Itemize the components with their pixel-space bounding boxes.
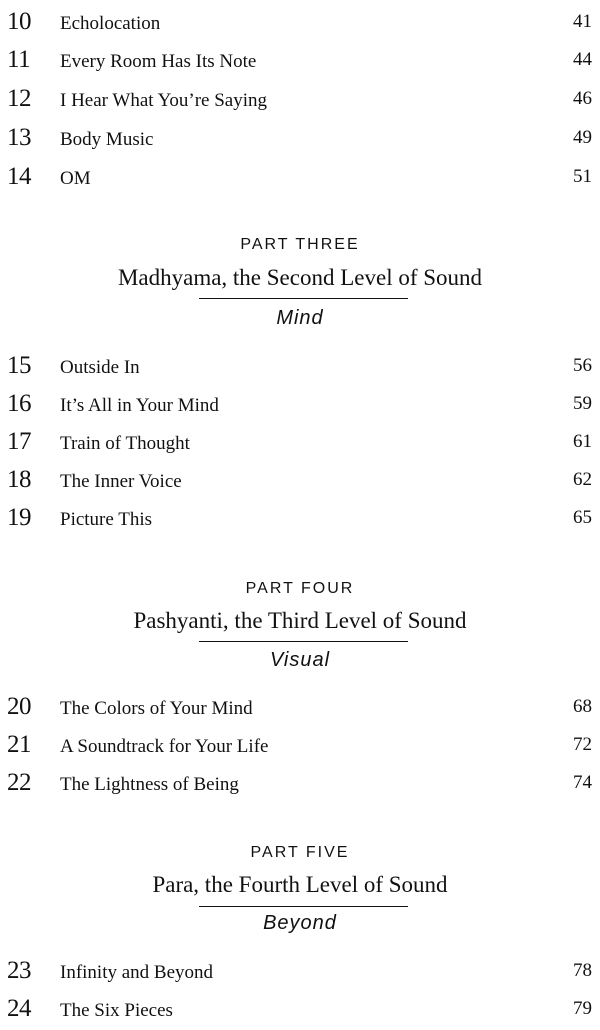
page-number: 41 (573, 11, 592, 32)
chapter-number: 13 (7, 124, 31, 151)
page-number: 68 (573, 696, 592, 717)
chapter-number: 22 (7, 769, 31, 796)
page-number: 51 (573, 166, 592, 187)
page-number: 44 (573, 49, 592, 70)
part-label: PART THREE (240, 236, 360, 253)
part-title: Pashyanti, the Third Level of Sound (133, 608, 467, 633)
chapter-number: 23 (7, 957, 31, 984)
toc-entry[interactable] (0, 990, 600, 1028)
part-title: Madhyama, the Second Level of Sound (117, 265, 483, 290)
chapter-number: 21 (7, 731, 31, 758)
page-number: 46 (573, 88, 592, 109)
part-title: Para, the Fourth Level of Sound (152, 872, 448, 897)
toc-entry[interactable] (0, 41, 600, 79)
chapter-title: The Inner Voice (60, 471, 182, 492)
page-number: 65 (573, 507, 592, 528)
toc-entry[interactable] (0, 726, 600, 764)
chapter-number: 19 (7, 504, 31, 531)
chapter-title: Every Room Has Its Note (60, 51, 257, 72)
chapter-number: 12 (7, 85, 31, 112)
chapter-title: OM (60, 168, 91, 189)
page-number: 72 (573, 734, 592, 755)
chapter-number: 20 (7, 693, 31, 720)
chapter-title: Train of Thought (60, 433, 190, 454)
chapter-number: 17 (7, 428, 31, 455)
toc-entry[interactable] (0, 347, 600, 385)
toc-entry[interactable] (0, 423, 600, 461)
chapter-title: The Six Pieces (60, 1000, 173, 1021)
part-subtitle: Mind (276, 307, 324, 329)
toc-entry[interactable] (0, 952, 600, 990)
page-number: 56 (573, 355, 592, 376)
chapter-title: Body Music (60, 129, 154, 150)
page-number: 78 (573, 960, 592, 981)
page-number: 62 (573, 469, 592, 490)
title-underline (199, 641, 408, 642)
chapter-title: The Colors of Your Mind (60, 698, 253, 719)
chapter-number: 15 (7, 352, 31, 379)
chapter-title: A Soundtrack for Your Life (60, 736, 269, 757)
chapter-number: 16 (7, 390, 31, 417)
chapter-number: 24 (7, 995, 31, 1022)
toc-entry[interactable] (0, 3, 600, 41)
page-number: 59 (573, 393, 592, 414)
toc-entry[interactable] (0, 688, 600, 726)
part-subtitle: Beyond (263, 912, 337, 934)
chapter-number: 14 (7, 163, 31, 190)
chapter-title: Echolocation (60, 13, 161, 34)
part-label: PART FIVE (250, 844, 350, 861)
toc-entry[interactable] (0, 119, 600, 157)
title-underline (199, 298, 408, 299)
chapter-number: 10 (7, 8, 31, 35)
toc-entry[interactable] (0, 461, 600, 499)
part-subtitle: Visual (269, 649, 331, 671)
page-number: 74 (573, 772, 592, 793)
chapter-title: Infinity and Beyond (60, 962, 214, 983)
page-number: 49 (573, 127, 592, 148)
toc-entry[interactable] (0, 158, 600, 196)
toc-entry[interactable] (0, 385, 600, 423)
part-label: PART FOUR (245, 580, 355, 597)
chapter-title: It’s All in Your Mind (60, 395, 219, 416)
toc-entry[interactable] (0, 80, 600, 118)
toc-entry[interactable] (0, 499, 600, 537)
chapter-title: Outside In (60, 357, 140, 378)
toc-entry[interactable] (0, 764, 600, 802)
chapter-title: Picture This (60, 509, 153, 530)
page-number: 79 (573, 998, 592, 1019)
title-underline (199, 906, 408, 907)
page-number: 61 (573, 431, 592, 452)
chapter-title: I Hear What You’re Saying (60, 90, 268, 111)
chapter-title: The Lightness of Being (60, 774, 239, 795)
chapter-number: 18 (7, 466, 31, 493)
chapter-number: 11 (7, 46, 31, 73)
